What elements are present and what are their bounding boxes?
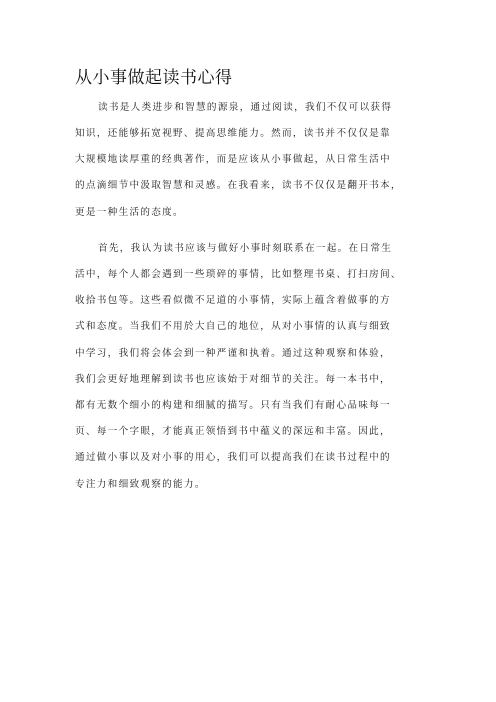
paragraph-line: 都有无数个细小的构建和细腻的描写。只有当我们有耐心品味每一	[75, 400, 391, 411]
paragraph-line: 读书是人类进步和智慧的源泉，通过阅读，我们不仅可以获得	[98, 102, 393, 113]
paragraph-line: 的点滴细节中汲取智慧和灵感。在我看来，读书不仅仅是翻开书本，	[75, 180, 402, 191]
paragraph-line: 更是一种生活的态度。	[75, 207, 184, 218]
paragraph-line: 活中，每个人都会遇到一些琐碎的事情，比如整理书桌、打扫房间、	[75, 269, 402, 280]
paragraph-line: 知识，还能够拓宽视野、提高思维能力。然而，读书并不仅仅是靠	[75, 128, 391, 139]
paragraph-line: 大规模地读厚重的经典著作，而是应该从小事做起，从日常生活中	[75, 154, 391, 165]
paragraph-line: 首先，我认为读书应该与做好小事时刻联系在一起。在日常生	[98, 243, 393, 254]
paragraph-line: 通过做小事以及对小事的用心，我们可以提高我们在读书过程中的	[75, 452, 391, 463]
paragraph-line: 我们会更好地理解到读书也应该始于对细节的关注。每一本书中，	[75, 374, 391, 385]
paragraph-line: 页、每一个字眼，才能真正领悟到书中蕴义的深远和丰富。因此，	[75, 426, 391, 437]
paragraph-line: 式和态度。当我们不用於大自己的地位，从对小事情的认真与细致	[75, 321, 391, 332]
document-title: 从小事做起读书心得	[75, 68, 233, 88]
paragraph-line: 收拾书包等。这些看似微不足道的小事情，实际上蕴含着做事的方	[75, 295, 391, 306]
paragraph-line: 中学习，我们将会体会到一种严谨和执着。通过这种观察和体验，	[75, 348, 391, 359]
paragraph-line: 专注力和细致观察的能力。	[75, 479, 206, 490]
